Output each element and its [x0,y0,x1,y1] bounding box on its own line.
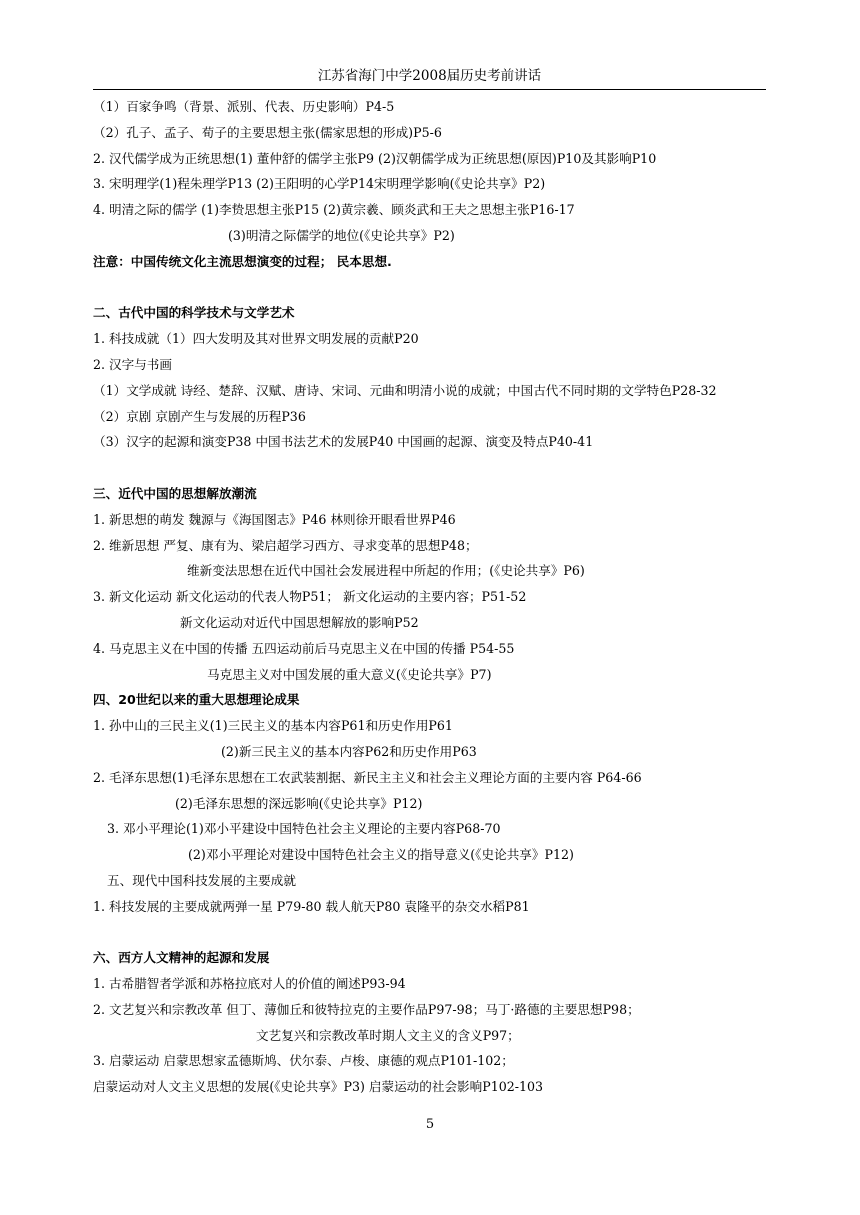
outline-line: 3. 启蒙运动 启蒙思想家孟德斯鸠、伏尔泰、卢梭、康德的观点P101-102； [93,1053,514,1069]
page-header [93,66,766,90]
outline-line: 1. 古希腊智者学派和苏格拉底对人的价值的阐述P93-94 [93,976,406,992]
outline-line: 文艺复兴和宗教改革时期人文主义的含义P97； [256,1027,520,1043]
outline-line: 2. 毛泽东思想(1)毛泽东思想在工农武装割据、新民主主义和社会主义理论方面的主要内容 P64-66 [93,769,642,785]
outline-line: 3. 邓小平理论(1)邓小平建设中国特色社会主义理论的主要内容P68-70 [107,821,501,837]
section-heading: 六、西方人文精神的起源和发展 [93,950,270,966]
section-heading: 三、近代中国的思想解放潮流 [93,485,257,501]
outline-line: （2）孔子、孟子、荀子的主要思想主张(儒家思想的形成)P5-6 [93,124,442,140]
outline-line: 马克思主义对中国发展的重大意义(《史论共享》P7) [207,666,492,682]
outline-line: (2)毛泽东思想的深远影响(《史论共享》P12) [175,795,423,811]
outline-line: (2)新三民主义的基本内容P62和历史作用P63 [221,743,477,759]
blank-line [93,920,793,946]
outline-line: 3. 新文化运动 新文化运动的代表人物P51； 新文化运动的主要内容；P51-52 [93,589,527,605]
outline-line: （1）文学成就 诗经、楚辞、汉赋、唐诗、宋词、元曲和明清小说的成就；中国古代不同时期的文学特色P28-32 [93,382,717,398]
outline-line: 2. 汉字与书画 [93,356,172,372]
document-body [93,94,793,1100]
outline-line: 启蒙运动对人文主义思想的发展(《史论共享》P3) 启蒙运动的社会影响P102-103 [93,1079,544,1095]
section-heading: 四、20世纪以来的重大思想理论成果 [93,692,300,708]
outline-line: 3. 宋明理学(1)程朱理学P13 (2)王阳明的心学P14宋明理学影响(《史论共享》P2) [93,176,546,192]
outline-line: （2）京剧 京剧产生与发展的历程P36 [93,408,306,424]
outline-line: (2)邓小平理论对建设中国特色社会主义的指导意义(《史论共享》P12) [188,847,574,863]
blank-line [93,275,793,301]
outline-line: 1. 新思想的萌发 魏源与《海国图志》P46 林则徐开眼看世界P46 [93,511,456,527]
outline-line: 1. 科技发展的主要成就两弹一星 P79-80 载人航天P80 袁隆平的杂交水稻P81 [93,898,530,914]
outline-line: （3）汉字的起源和演变P38 中国书法艺术的发展P40 中国画的起源、演变及特点P40-41 [93,434,594,450]
outline-line: 维新变法思想在近代中国社会发展进程中所起的作用；(《史论共享》P6) [187,563,585,579]
header-title: 江苏省海门中学2008届历史考前讲话 [317,68,542,84]
section-heading: 二、古代中国的科学技术与文学艺术 [93,305,295,321]
blank-line [93,455,793,481]
outline-line: 1. 科技成就（1）四大发明及其对世界文明发展的贡献P20 [93,331,419,347]
outline-line: 五、现代中国科技发展的主要成就 [107,872,296,888]
outline-line: 新文化运动对近代中国思想解放的影响P52 [180,614,419,630]
outline-line: 2. 文艺复兴和宗教改革 但丁、薄伽丘和彼特拉克的主要作品P97-98；马丁·路德的主要思想P98； [93,1001,640,1017]
section-heading: 注意：中国传统文化主流思想演变的过程； 民本思想. [93,253,392,269]
outline-line: 4. 明清之际的儒学 (1)李贽思想主张P15 (2)黄宗羲、顾炎武和王夫之思想主张P16-17 [93,202,575,218]
outline-line: 1. 孙中山的三民主义(1)三民主义的基本内容P61和历史作用P61 [93,718,453,734]
outline-line: 2. 维新思想 严复、康有为、梁启超学习西方、寻求变革的思想P48； [93,537,478,553]
outline-line: 4. 马克思主义在中国的传播 五四运动前后马克思主义在中国的传播 P54-55 [93,640,515,656]
page-number: 5 [425,1117,435,1132]
outline-line: (3)明清之际儒学的地位(《史论共享》P2) [228,227,455,243]
outline-line: （1）百家争鸣（背景、派别、代表、历史影响）P4-5 [93,99,395,114]
outline-line: 2. 汉代儒学成为正统思想(1) 董仲舒的儒学主张P9 (2)汉朝儒学成为正统思想(原因)P10及其影响P10 [93,150,657,166]
